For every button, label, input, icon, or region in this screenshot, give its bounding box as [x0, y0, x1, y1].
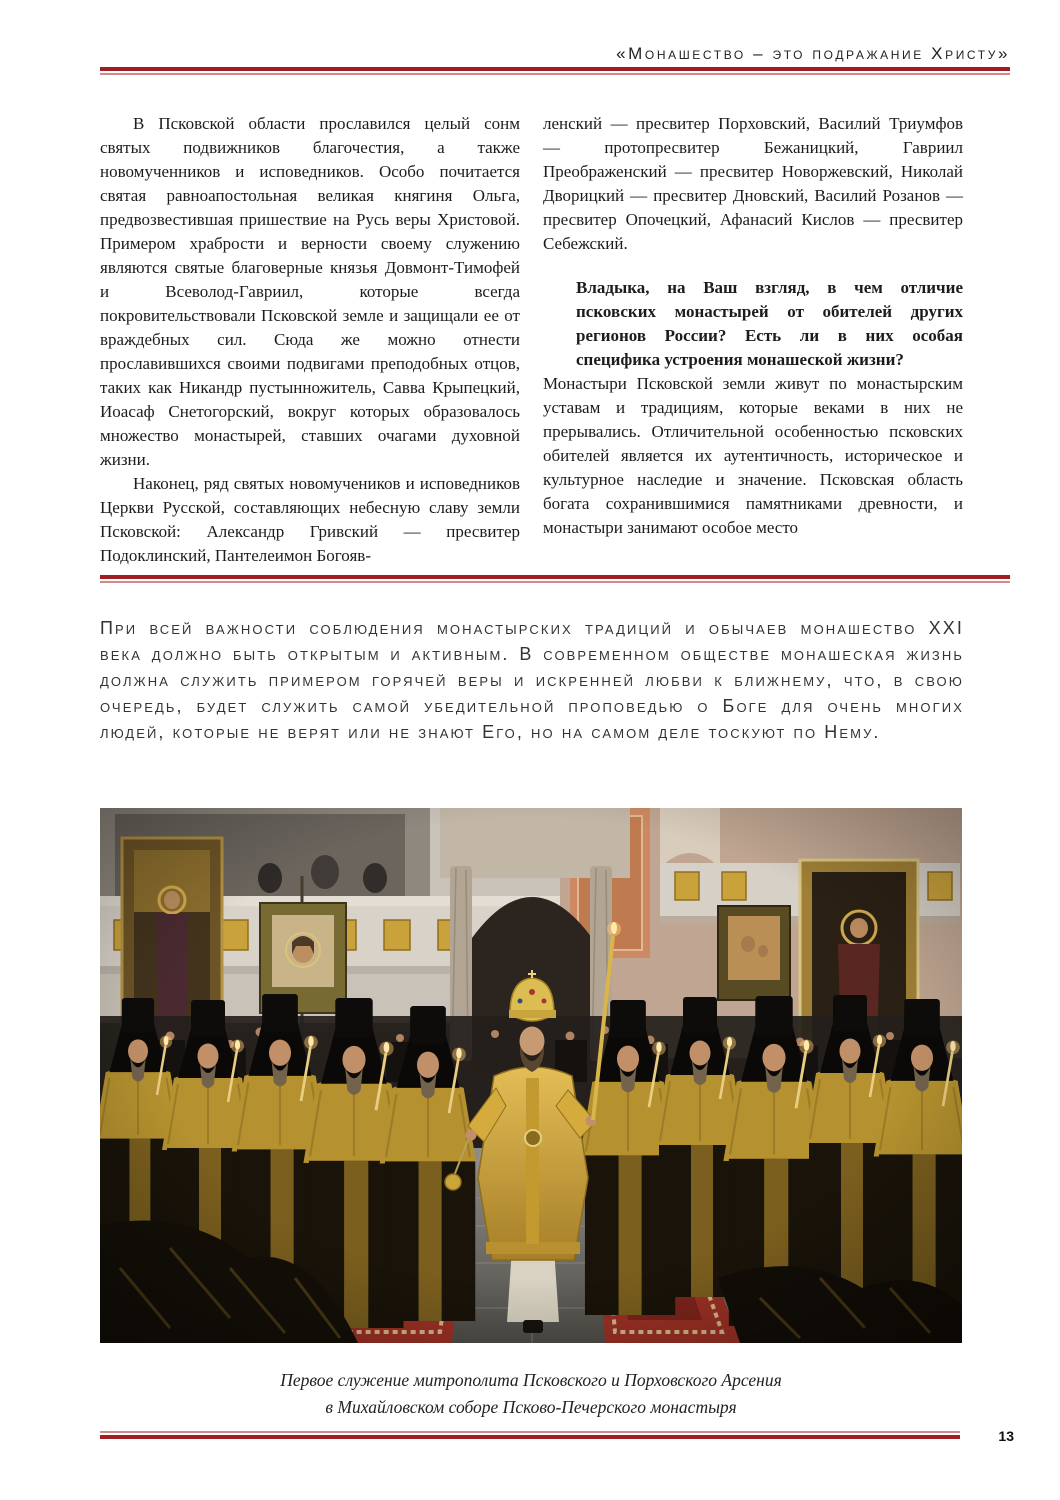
- paragraph: Наконец, ряд святых новомучеников и исповедников Церкви Русской, составляющих небесную славу земли Псковской: Александр Гривский — пресвитер Подоклинский, Пантелеимон Богояв-: [100, 474, 520, 565]
- paragraph: В Псковской области прославился целый сонм святых подвижников благочестия, а также новомученников и исповедников. Особо почитается святая равноапостольная великая княгиня Ольга, предвозвестившая пришествие на Русь веры Христовой. Примером храбрости и верности своему служению являются святые благоверные князья Довмонт-Тимофей и Всеволод-Гавриил, которые всегда покровительствовали Псковской земле и защищали ее от враждебных сил. Сюда же можно отнести прославившихся своими подвигами преподобных отцов, таких как Никандр пустынножитель, Савва Крыпецкий, Иоасаф Снетогорский, вокруг которых образовалось множество монастырей, ставших очагами духовной жизни.: [100, 114, 520, 469]
- section-rule-light-line: [100, 581, 1010, 583]
- paragraph: Монастыри Псковской земли живут по монастырским уставам и традициям, которые веками в них не прерывались. Отличительной особенностью псковских обителей является их аутентичность, историческое и культурное наследие и значение. Псковская область богата сохранившимися памятниками древности, и монастыри занимают особое место: [543, 374, 963, 537]
- footer-rule: [100, 1431, 960, 1439]
- section-rule: [100, 575, 1010, 583]
- article-column-left: [100, 112, 520, 568]
- photo-caption: [100, 1367, 962, 1421]
- footer-rule-dark-line: [100, 1435, 960, 1439]
- church-service-photo-illustration: [100, 808, 962, 1343]
- article-column-right: [543, 112, 963, 540]
- page-number: 13: [998, 1428, 1014, 1444]
- header-rule: [100, 67, 1010, 75]
- running-head-title: «Монашество – это подражание Христу»: [616, 44, 1010, 63]
- interview-question: Владыка, на Ваш взгляд, в чем отличие псковских монастырей от обителей других регионов России? Есть ли в них особая специфика устроения монашеской жизни?: [576, 278, 963, 369]
- header-rule-light-line: [100, 73, 1010, 75]
- pull-quote: При всей важности соблюдения монастырских традиций и обычаев монашество XXI века должно быть открытым и активным. В современном обществе монашеская жизнь должна служить примером горячей веры и искренней любви к ближнему, что, в свою очередь, будет служить самой убедительной проповедью о Боге для очень многих людей, которые не верят или не знают Его, но на самом деле тоскуют по Нему.: [100, 618, 964, 742]
- photo-caption-line-2: в Михайловском соборе Псково-Печерского монастыря: [325, 1397, 737, 1417]
- photo-caption-line-1: Первое служение митрополита Псковского и Порховского Арсения: [280, 1370, 782, 1390]
- paragraph: ленский — пресвитер Порховский, Василий Триумфов — протопресвитер Бежаницкий, Гавриил Преображенский — пресвитер Новоржевский, Николай Дворицкий — пресвитер Дновский, Василий Розанов — пресвитер Опочецкий, Афанасий Кислов — пресвитер Себежский.: [543, 114, 963, 253]
- article-photo: [100, 808, 962, 1343]
